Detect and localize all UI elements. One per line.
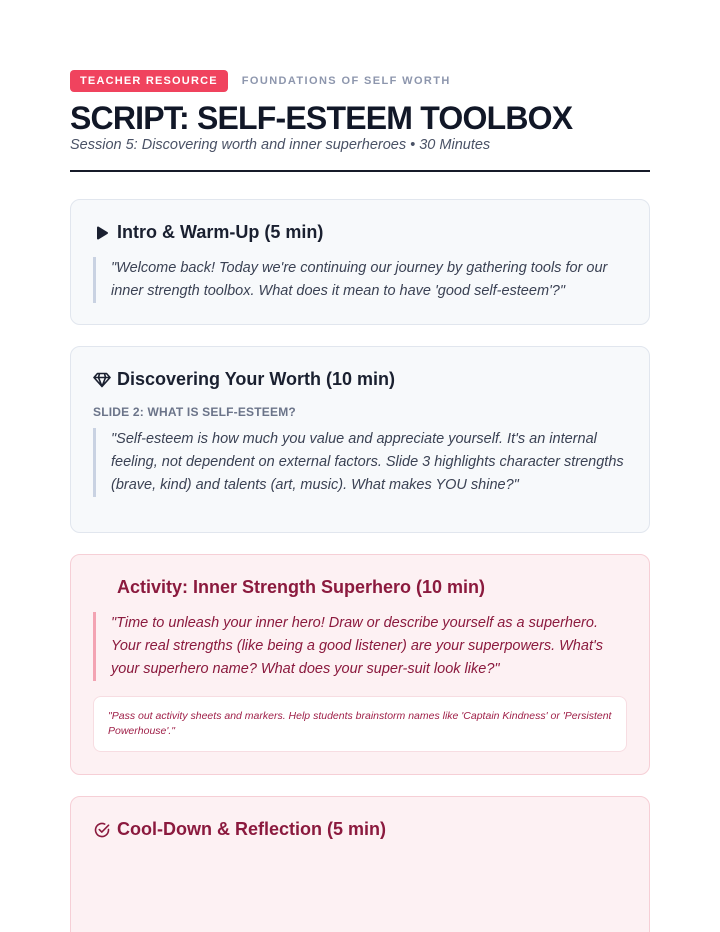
page-title: SCRIPT: SELF-ESTEEM TOOLBOX xyxy=(70,100,573,136)
kicker-text: FOUNDATIONS OF SELF WORTH xyxy=(241,75,451,87)
section-cooldown xyxy=(70,796,650,932)
header-divider xyxy=(70,170,650,172)
section-worth-title: Discovering Your Worth (10 min) xyxy=(117,369,396,389)
section-worth xyxy=(70,346,650,533)
page-subtitle: Session 5: Discovering worth and inner superheroes • 30 Minutes xyxy=(70,137,491,153)
section-activity-quote: "Time to unleash your inner hero! Draw or describe yourself as a superhero. Your real strengths (like being a good listener) are your superpowers. What's your superhero name? What does your super-suit look like?" xyxy=(93,612,629,681)
section-cooldown-title: Cool-Down & Reflection (5 min) xyxy=(117,819,386,839)
slide-label: SLIDE 2: WHAT IS SELF-ESTEEM? xyxy=(93,405,296,419)
section-intro-title: Intro & Warm-Up (5 min) xyxy=(117,222,324,242)
resource-badge: TEACHER RESOURCE xyxy=(70,70,228,92)
section-activity-header xyxy=(93,577,485,598)
section-intro xyxy=(70,199,650,325)
activity-icon xyxy=(93,579,111,597)
gem-icon xyxy=(93,371,111,389)
teacher-note: "Pass out activity sheets and markers. Help students brainstorm names like 'Captain Kindness' or 'Persistent Powerhouse'." xyxy=(93,696,627,752)
header-row xyxy=(70,70,650,92)
section-cooldown-header xyxy=(93,819,386,840)
section-intro-header xyxy=(93,222,323,243)
section-activity xyxy=(70,554,650,775)
section-intro-quote: "Welcome back! Today we're continuing our journey by gathering tools for our inner strength toolbox. What does it mean to have 'good self-esteem'?" xyxy=(93,257,629,303)
section-activity-title: Activity: Inner Strength Superhero (10 min) xyxy=(117,577,486,597)
document-page xyxy=(70,70,650,172)
play-icon xyxy=(93,224,111,242)
section-worth-quote: "Self-esteem is how much you value and appreciate yourself. It's an internal feeling, not dependent on external factors. Slide 3 highlights character strengths (brave, kind) and talents (art, music). What makes YOU shine?" xyxy=(93,428,629,497)
section-worth-header xyxy=(93,369,395,390)
check-circle-icon xyxy=(93,821,111,839)
